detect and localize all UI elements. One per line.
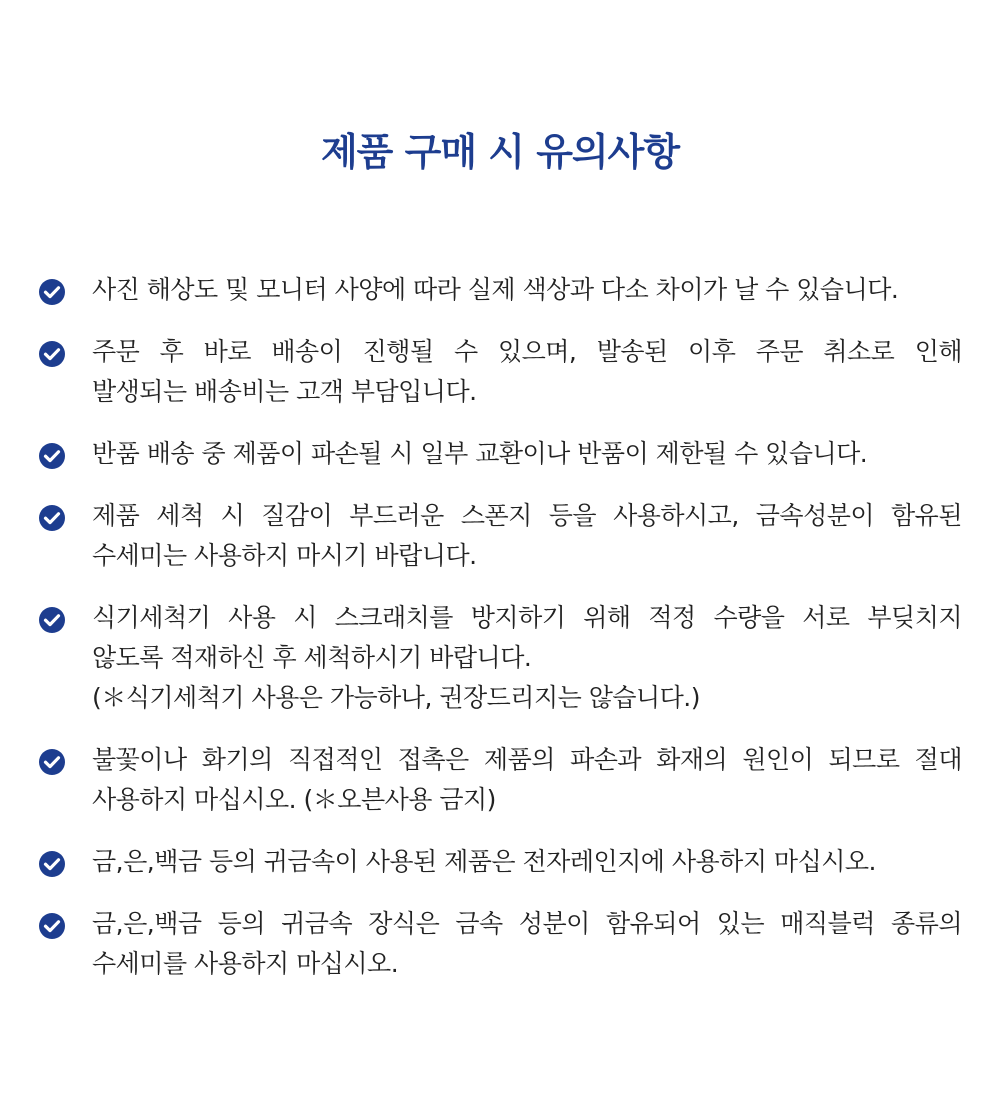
caution-text-line: 불꽃이나 화기의 직접적인 접촉은 제품의 파손과 화재의 원인이 되므로 절대 [92,745,962,774]
caution-text-line: 발생되는 배송비는 고객 부담입니다. [92,377,477,406]
check-circle-icon [38,912,66,940]
caution-item [36,270,962,310]
caution-text [92,270,962,310]
caution-text [92,434,962,474]
caution-item [36,434,962,474]
caution-text-line: 수세미는 사용하지 마시기 바랍니다. [92,541,477,570]
caution-text-line: 주문 후 바로 배송이 진행될 수 있으며, 발송된 이후 주문 취소로 인해 [92,337,962,366]
caution-item [36,332,962,412]
caution-text [92,842,962,882]
check-circle-icon [38,748,66,776]
caution-text-line: 제품 세척 시 질감이 부드러운 스폰지 등을 사용하시고, 금속성분이 함유된 [92,501,962,530]
caution-text-line: 않도록 적재하신 후 세척하시기 바랍니다. [92,643,532,672]
caution-text-line: (＊식기세척기 사용은 가능하나, 권장드리지는 않습니다.) [92,683,700,712]
check-circle-icon [38,278,66,306]
caution-text [92,740,962,820]
check-circle-icon [38,850,66,878]
caution-text [92,332,962,412]
caution-text-line: 사용하지 마십시오. (＊오븐사용 금지) [92,785,496,814]
caution-text-line: 금,은,백금 등의 귀금속이 사용된 제품은 전자레인지에 사용하지 마십시오. [92,847,876,876]
caution-text-line: 사진 해상도 및 모니터 사양에 따라 실제 색상과 다소 차이가 날 수 있습니다. [92,275,899,304]
caution-item [36,904,962,984]
caution-item [36,496,962,576]
caution-item [36,842,962,882]
caution-text [92,496,962,576]
caution-item [36,598,962,718]
caution-text [92,904,962,984]
check-circle-icon [38,442,66,470]
caution-text [92,598,962,718]
caution-item [36,740,962,820]
caution-text-line: 식기세척기 사용 시 스크래치를 방지하기 위해 적정 수량을 서로 부딪치지 [92,603,962,632]
check-circle-icon [38,340,66,368]
page-title: 제품 구매 시 유의사항 [320,130,680,174]
caution-text-line: 반품 배송 중 제품이 파손될 시 일부 교환이나 반품이 제한될 수 있습니다. [92,439,868,468]
caution-text-line: 수세미를 사용하지 마십시오. [92,949,399,978]
check-circle-icon [38,606,66,634]
check-circle-icon [38,504,66,532]
caution-text-line: 금,은,백금 등의 귀금속 장식은 금속 성분이 함유되어 있는 매직블럭 종류의 [92,909,962,938]
caution-list [36,270,962,1006]
